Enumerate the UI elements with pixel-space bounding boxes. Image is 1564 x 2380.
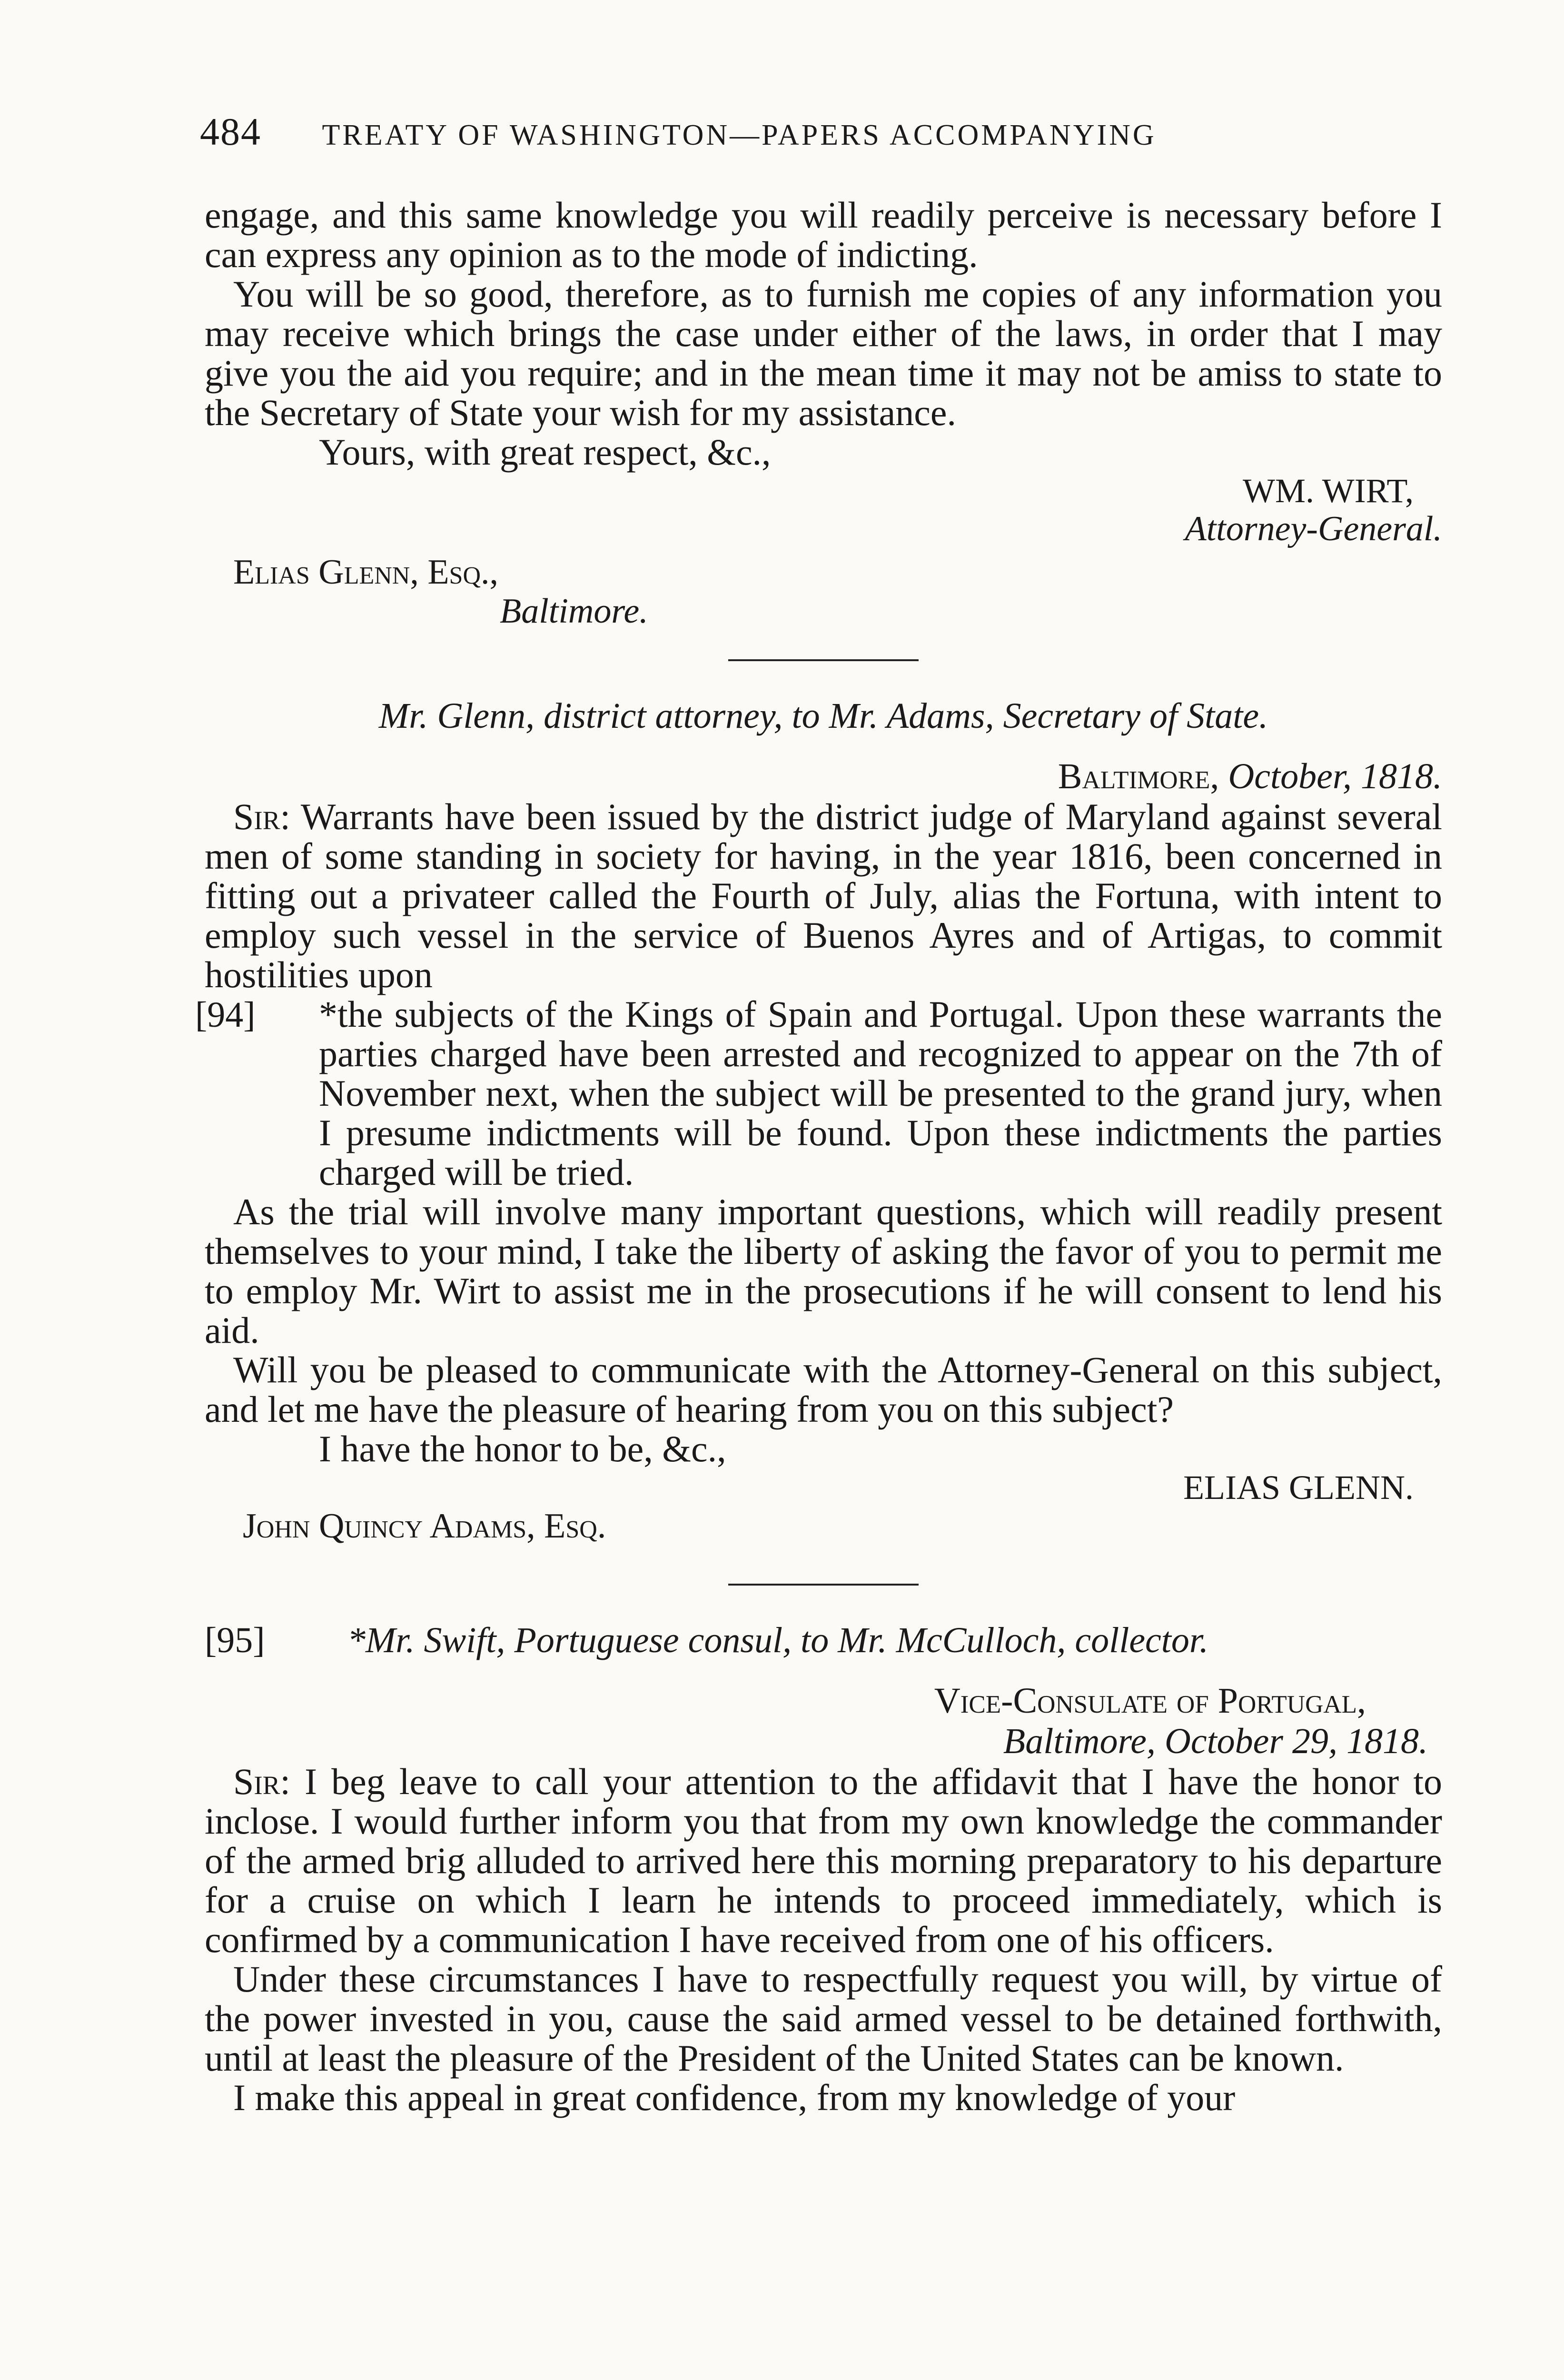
letter2-para1a: [205, 797, 1442, 994]
letter2-heading: Mr. Glenn, district attorney, to Mr. Adams, Secretary of State.: [378, 696, 1268, 736]
letter3-dateline: [205, 1721, 1428, 1762]
letter3-para1-text: I beg leave to call your attention to the affidavit that I have the honor to inclose. I would further inform you that from my own knowledge the commander of the armed brig alluded to arrived here this morning preparatory to his departure for a cruise on which I learn he intends to proceed immediately, which is confirmed by a communication I have received from one of his officers.: [205, 1761, 1443, 1960]
letter1-signer-title: Attorney-General.: [1185, 509, 1442, 548]
letter2-para1b: *the subjects of the Kings of Spain and Portugal. Upon these warrants the parties charged have been arrested and recognized to appear on the 7th of November next, when the subject will be presented to the grand jury, when I presume indictments will be found. Upon these indictments the parties charged will be tried.: [319, 993, 1442, 1193]
letter3-para1: [205, 1762, 1442, 1959]
letter3-place1: Vice-Consulate of Portugal,: [934, 1681, 1366, 1721]
letter2-salutation: Sir:: [233, 796, 291, 837]
section-divider-2: [728, 1584, 919, 1586]
letter2-signer: ELIAS GLENN.: [1183, 1468, 1414, 1507]
letter2-addressee: John Quincy Adams, Esq.: [243, 1507, 606, 1546]
letter2-dateline: [205, 756, 1442, 797]
page-header: [200, 109, 1437, 154]
letter1-addressee-place: Baltimore.: [500, 592, 648, 631]
letter3-heading: *Mr. Swift, Portuguese consul, to Mr. McCulloch, collector.: [347, 1620, 1209, 1660]
letter1-para2: You will be so good, therefore, as to furnish me copies of any information you may receive which brings the case under either of the laws, in order that I may give you the aid you require; and in the mean time it may not be amiss to state to the Secretary of State your wish for my assistance.: [205, 273, 1442, 433]
page-marker-94: [94]: [195, 995, 256, 1035]
letter3-para2: Under these circumstances I have to respectfully request you will, by virtue of the power invested in you, cause the said armed vessel to be detained forthwith, until at least the pleasure of the President of the United States can be known.: [205, 1958, 1442, 2079]
section-divider: [728, 659, 919, 661]
letter2-para3: Will you be pleased to communicate with the Attorney-General on this subject, and let me have the pleasure of hearing from you on this subject?: [205, 1349, 1442, 1430]
page-content: [195, 194, 1443, 2118]
letter3-para3: I make this appeal in great confidence, from my knowledge of your: [233, 2077, 1236, 2118]
page-marker-95: [95]: [205, 1620, 265, 1660]
letter2-para1a-text: Warrants have been issued by the district judge of Maryland against several men of some standing in society for having, in the year 1816, been concerned in fitting out a privateer called the Fourth of July, alias the Fortuna, with intent to employ such vessel in the service of Buenos Ayres and of Artigas, to commit hostilities upon: [205, 796, 1443, 995]
letter2-closing: I have the honor to be, &c.,: [319, 1428, 726, 1469]
page-number: 484: [200, 110, 261, 153]
letter2-para2: As the trial will involve many important questions, which will readily present themselves to your mind, I take the liberty of asking the favor of you to permit me to employ Mr. Wirt to assist me in the prosecutions if he will consent to lend his aid.: [205, 1191, 1442, 1351]
letter3-heading-row: [205, 1619, 1442, 1662]
letter1-addressee: Elias Glenn, Esq.,: [233, 553, 499, 592]
letter1-para1: engage, and this same knowledge you will readily perceive is necessary before I can express any opinion as to the mode of indicting.: [205, 194, 1442, 275]
letter2-place: Baltimore,: [1058, 756, 1219, 796]
letter1-signer: WM. WIRT,: [1243, 472, 1414, 510]
letter3-salutation: Sir:: [233, 1761, 291, 1802]
letter2-date: October, 1818.: [1228, 756, 1442, 796]
letter3-date: October 29, 1818.: [1164, 1721, 1428, 1761]
letter1-closing: Yours, with great respect, &c.,: [319, 431, 771, 473]
letter3-place2: Baltimore,: [1003, 1721, 1156, 1761]
running-title: TREATY OF WASHINGTON—PAPERS ACCOMPANYING: [322, 119, 1157, 151]
